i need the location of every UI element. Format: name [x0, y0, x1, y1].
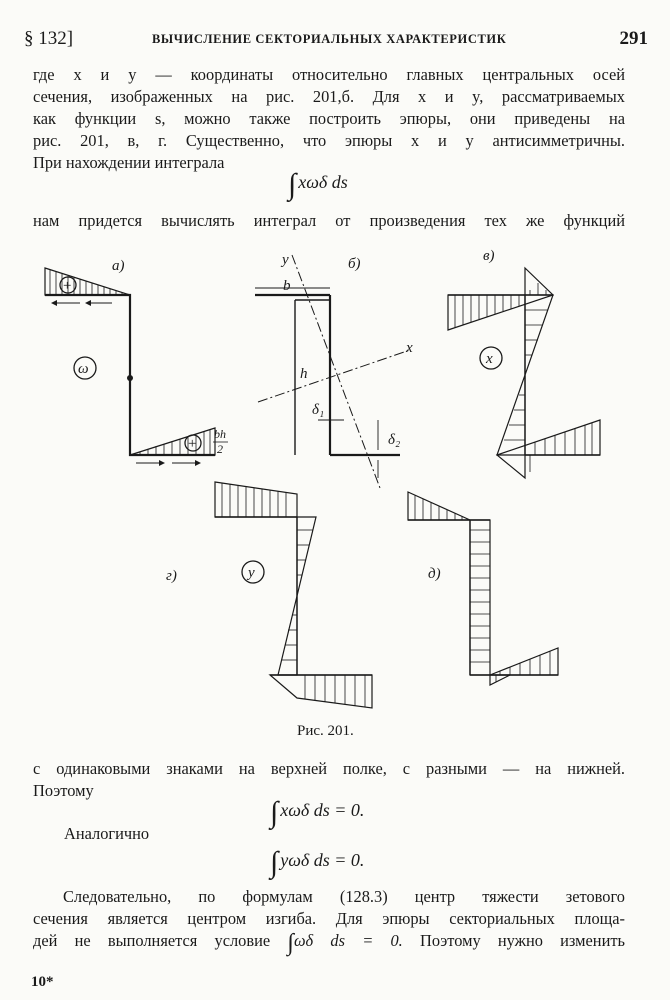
text-line: нам придется вычислять интеграл от произведения тех же функций: [33, 211, 625, 230]
axis-y-label: y: [282, 252, 289, 268]
y-symbol: y: [248, 565, 255, 581]
text-line: сечения является центром изгиба. Для эпюры секториальных площа-: [33, 909, 625, 928]
formula-body: xωδ ds = 0.: [280, 800, 365, 820]
axis-x-label: x: [406, 340, 413, 356]
figure-caption: Рис. 201.: [297, 723, 354, 739]
running-title: ВЫЧИСЛЕНИЕ СЕКТОРИАЛЬНЫХ ХАРАКТЕРИСТИК: [152, 32, 507, 46]
plus-sign-bottom: +: [188, 436, 197, 452]
omega-symbol: ω: [78, 361, 89, 377]
inline-formula: ωδ ds = 0.: [293, 931, 403, 950]
bh-numerator: bh: [214, 427, 226, 441]
delta2-label: δ₂: [388, 432, 401, 448]
text-line: рис. 201, в, г. Существенно, что эпюры x и y антисимметричны.: [33, 131, 625, 150]
x-symbol: x: [486, 351, 493, 367]
bh-denominator: 2: [217, 442, 223, 456]
text-line: где x и y — координаты относительно главных центральных осей: [33, 65, 625, 84]
diagram-g-y: [166, 482, 372, 708]
dim-b: b: [283, 278, 291, 294]
label-v: в): [483, 248, 495, 264]
text-line: При нахождении интеграла: [33, 153, 225, 172]
text-fragment: Поэтому нужно изменить: [420, 931, 625, 950]
label-a: а): [112, 258, 125, 274]
diagram-v-x: [448, 248, 600, 478]
formula-y-zero: [270, 846, 364, 880]
dim-h: h: [300, 366, 308, 382]
section-number: § 132]: [24, 28, 74, 49]
diagram-b-section: [255, 252, 413, 488]
integral-sign: ∫: [288, 168, 297, 201]
formula-body: yωδ ds = 0.: [280, 850, 365, 870]
delta1-label: δ₁: [312, 402, 325, 418]
label-b: б): [348, 256, 361, 272]
signature-mark: 10*: [31, 974, 54, 990]
page-number: 291: [619, 28, 648, 49]
formula-body: xωδ ds: [298, 172, 348, 192]
text-line-with-formula: [33, 930, 625, 954]
paragraph-4: [33, 886, 625, 954]
analog-word: Аналогично: [64, 824, 150, 843]
formula-x-zero: [270, 796, 364, 830]
text-line: с одинаковыми знаками на верхней полке, с разными — на нижней.: [33, 759, 625, 778]
integral-sign: ∫: [287, 930, 294, 956]
text-line: Следовательно, по формулам (128.3) центр тяжести зетового: [63, 887, 625, 906]
label-d: д): [428, 566, 441, 582]
text-line: сечения, изображенных на рис. 201,б. Для x и y, рассматриваемых: [33, 87, 625, 106]
text-fragment: дей не выполняется условие: [33, 931, 271, 950]
diagram-a-omega: [45, 258, 228, 463]
text-line: Поэтому: [33, 781, 94, 800]
integral-sign: ∫: [270, 796, 279, 829]
text-line: как функции s, можно также построить эпюры, они приведены на: [33, 109, 625, 128]
integral-sign: ∫: [270, 846, 279, 879]
label-g: г): [166, 568, 177, 584]
diagram-d: [408, 492, 558, 685]
plus-sign-top: +: [63, 278, 72, 294]
